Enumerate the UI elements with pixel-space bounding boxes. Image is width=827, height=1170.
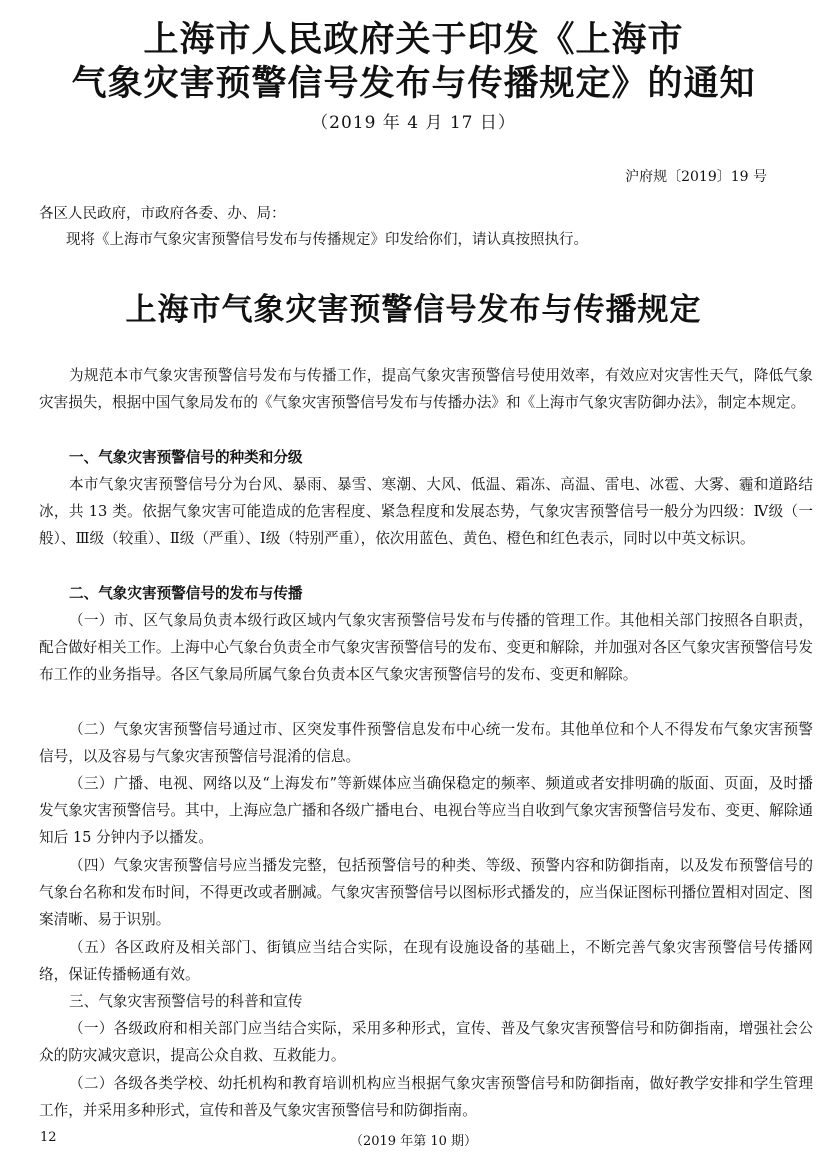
section-3-paragraph-1: （一）各级政府和相关部门应当结合实际，采用多种形式，宣传、普及气象灾害预警信号和防御指南，增强社会公众的防灾减灾意识，提高公众自救、互救能力。 — [39, 1020, 813, 1065]
document-title-line-1: 上海市人民政府关于印发《上海市 — [143, 20, 684, 60]
section-1-paragraph-1: 本市气象灾害预警信号分为台风、暴雨、暴雪、寒潮、大风、低温、霜冻、高温、雷电、冰雹、大雾、霾和道路结冰，共 13 类。依据气象灾害可能造成的危害程度、紧急程度和发展态势，气象灾害预警信号一般分为四级：Ⅳ级（一般）、Ⅲ级（较重）、Ⅱ级（严重）、Ⅰ级（特别严重），依次用蓝色、黄色、橙色和红色表示，同时以中英文标识。 — [39, 476, 813, 548]
section-heading-1: 一、气象灾害预警信号的种类和分级 — [69, 449, 303, 466]
document-number: 沪府规〔2019〕19 号 — [625, 169, 767, 185]
section-2-paragraph-5: （五）各区政府及相关部门、街镇应当结合实际，在现有设施设备的基础上，不断完善气象灾害预警信号传播网络，保证传播畅通有效。 — [39, 939, 813, 984]
issue-label: （2019 年第 10 期） — [349, 1134, 478, 1149]
recipients: 各区人民政府，市政府各委、办、局： — [39, 206, 286, 222]
section-2-paragraph-2: （二）气象灾害预警信号通过市、区突发事件预警信息发布中心统一发布。其他单位和个人不得发布气象灾害预警信号，以及容易与气象灾害预警信号混淆的信息。 — [39, 721, 813, 766]
section-heading-3: 三、气象灾害预警信号的科普和宣传 — [69, 993, 303, 1010]
section-2-paragraph-3: （三）广播、电视、网络以及“上海发布”等新媒体应当确保稳定的频率、频道或者安排明确的版面、页面，及时播发气象灾害预警信号。其中，上海应急广播和各级广播电台、电视台等应当自收到气象灾害预警信号发布、变更、解除通知后 15 分钟内予以播发。 — [39, 775, 813, 847]
section-3-paragraph-2: （二）各级各类学校、幼托机构和教育培训机构应当根据气象灾害预警信号和防御指南，做好教学安排和学生管理工作，并采用多种形式，宣传和普及气象灾害预警信号和防御指南。 — [39, 1075, 813, 1120]
section-2-paragraph-4: （四）气象灾害预警信号应当播发完整，包括预警信号的种类、等级、预警内容和防御指南，以及发布预警信号的气象台名称和发布时间，不得更改或者删减。气象灾害预警信号以图标形式播发的，应当保证图标刊播位置相对固定、图案清晰、易于识别。 — [39, 857, 813, 929]
section-heading-2: 二、气象灾害预警信号的发布与传播 — [69, 585, 303, 602]
document-date: （2019 年 4 月 17 日） — [311, 113, 516, 133]
page-number: 12 — [40, 1130, 57, 1145]
document-title-line-2: 气象灾害预警信号发布与传播规定》的通知 — [71, 64, 756, 104]
section-2-paragraph-1: （一）市、区气象局负责本级行政区域内气象灾害预警信号发布与传播的管理工作。其他相关部门按照各自职责，配合做好相关工作。上海中心气象台负责全市气象灾害预警信号的发布、变更和解除，并加强对各区气象灾害预警信号发布工作的业务指导。各区气象局所属气象台负责本区气象灾害预警信号的发布、变更和解除。 — [39, 612, 813, 684]
regulation-title: 上海市气象灾害预警信号发布与传播规定 — [125, 292, 702, 328]
intro-paragraph: 为规范本市气象灾害预警信号发布与传播工作，提高气象灾害预警信号使用效率，有效应对灾害性天气，降低气象灾害损失，根据中国气象局发布的《气象灾害预警信号发布与传播办法》和《上海市气象灾害防御办法》，制定本规定。 — [39, 367, 813, 412]
notice-text: 现将《上海市气象灾害预警信号发布与传播规定》印发给你们，请认真按照执行。 — [66, 232, 588, 248]
